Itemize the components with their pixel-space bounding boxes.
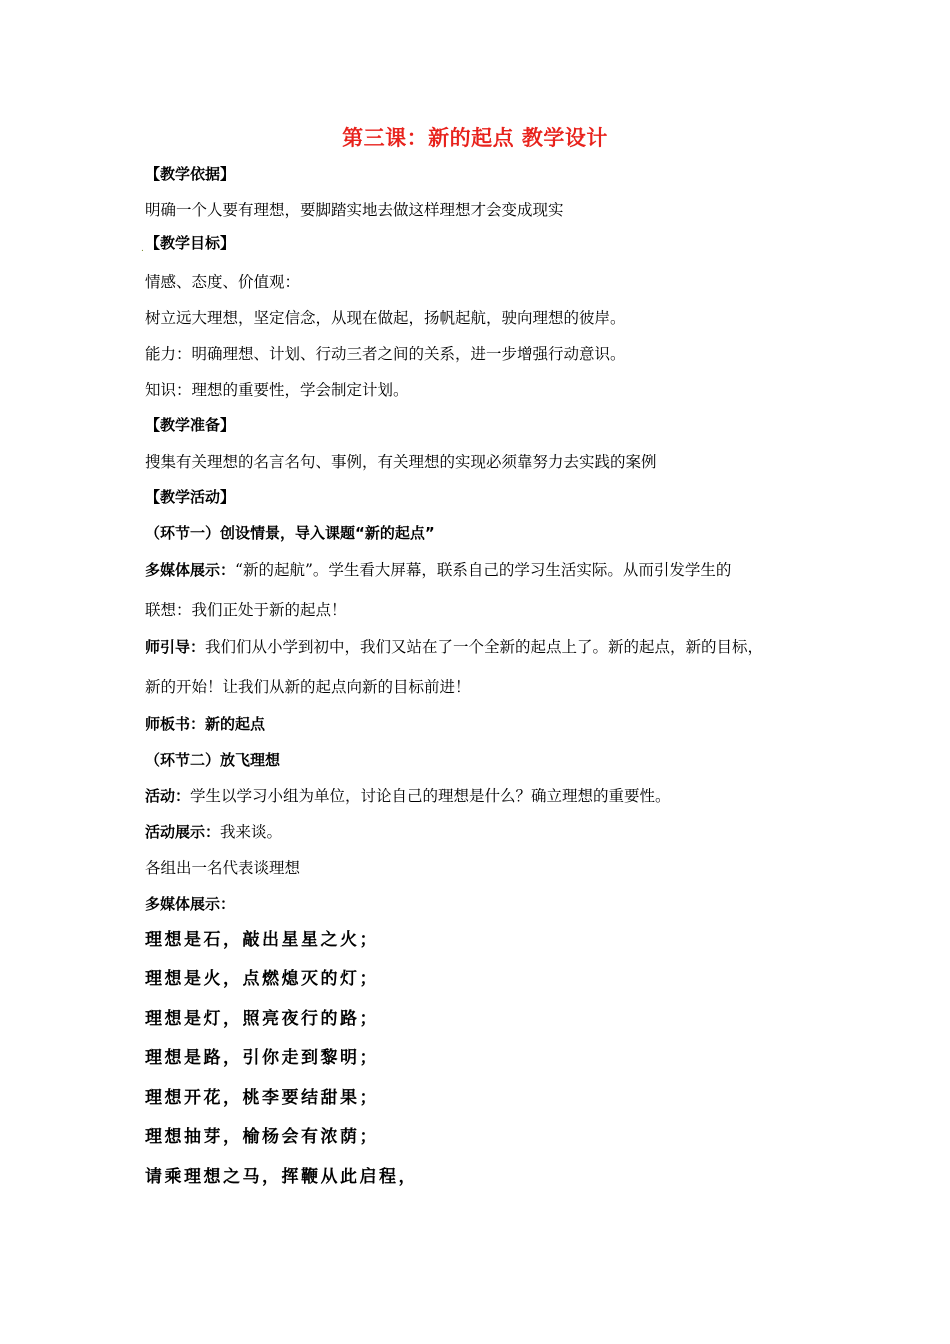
poem-line: 理想抽芽，榆杨会有浓荫； — [145, 1127, 379, 1147]
goals-heading: 【教学目标】 — [145, 234, 236, 252]
poem-line: 理想是灯，照亮夜行的路； — [145, 1009, 379, 1029]
show-label: 活动展示： — [145, 823, 221, 841]
activity-text: 学生以学习小组为单位，讨论自己的理想是什么？确立理想的重要性。 — [190, 787, 671, 805]
prep-heading: 【教学准备】 — [145, 416, 236, 434]
page-title: 第三课：新的起点 教学设计 — [342, 126, 608, 150]
activity-label: 活动： — [145, 787, 191, 805]
prep-text: 搜集有关理想的名言名句、事例，有关理想的实现必须靠努力去实践的案例 — [145, 453, 657, 471]
activity-heading: 【教学活动】 — [145, 488, 236, 506]
guide-label: 师引导： — [145, 638, 206, 656]
margin-mark: . — [141, 244, 144, 254]
poem-line: 理想是火，点燃熄灭的灯； — [145, 969, 379, 989]
poem-line: 请乘理想之马，挥鞭从此启程， — [145, 1167, 418, 1187]
goals-emotion-text: 树立远大理想，坚定信念，从现在做起，扬帆起航，驶向理想的彼岸。 — [145, 309, 626, 327]
guide-text: 我们们从小学到初中，我们又站在了一个全新的起点上了。新的起点，新的目标， — [205, 638, 764, 656]
basis-heading: 【教学依据】 — [145, 165, 236, 183]
basis-text: 明确一个人要有理想，要脚踏实地去做这样理想才会变成现实 — [145, 201, 564, 219]
poem-line: 理想开花，桃李要结甜果； — [145, 1088, 379, 1108]
goals-emotion: 情感、态度、价值观： — [145, 273, 301, 291]
poem-line: 理想是石，敲出星星之火； — [145, 930, 379, 950]
guide-text2: 新的开始！让我们从新的起点向新的目标前进！ — [145, 678, 471, 696]
media1-line — [145, 560, 731, 580]
goals-knowledge: 知识：理想的重要性，学会制定计划。 — [145, 381, 409, 399]
media2-label: 多媒体展示： — [145, 895, 236, 913]
step2-heading: （环节二）放飞理想 — [145, 751, 281, 769]
activity-line — [145, 786, 671, 806]
step1-heading: （环节一）创设情景，导入课题“新的起点” — [145, 524, 435, 542]
groups-text: 各组出一名代表谈理想 — [145, 859, 301, 877]
media1-text: “新的起航”。学生看大屏幕，联系自己的学习生活实际。从而引发学生的 — [235, 561, 732, 579]
show-text: 我来谈。 — [220, 823, 283, 841]
media1-label: 多媒体展示： — [145, 561, 236, 579]
guide-line — [145, 637, 763, 657]
goals-ability: 能力：明确理想、计划、行动三者之间的关系，进一步增强行动意识。 — [145, 345, 626, 363]
show-line — [145, 822, 282, 842]
poem-line: 理想是路，引你走到黎明； — [145, 1048, 379, 1068]
media1-text2: 联想：我们正处于新的起点！ — [145, 601, 347, 619]
board-label: 师板书：新的起点 — [145, 715, 266, 733]
